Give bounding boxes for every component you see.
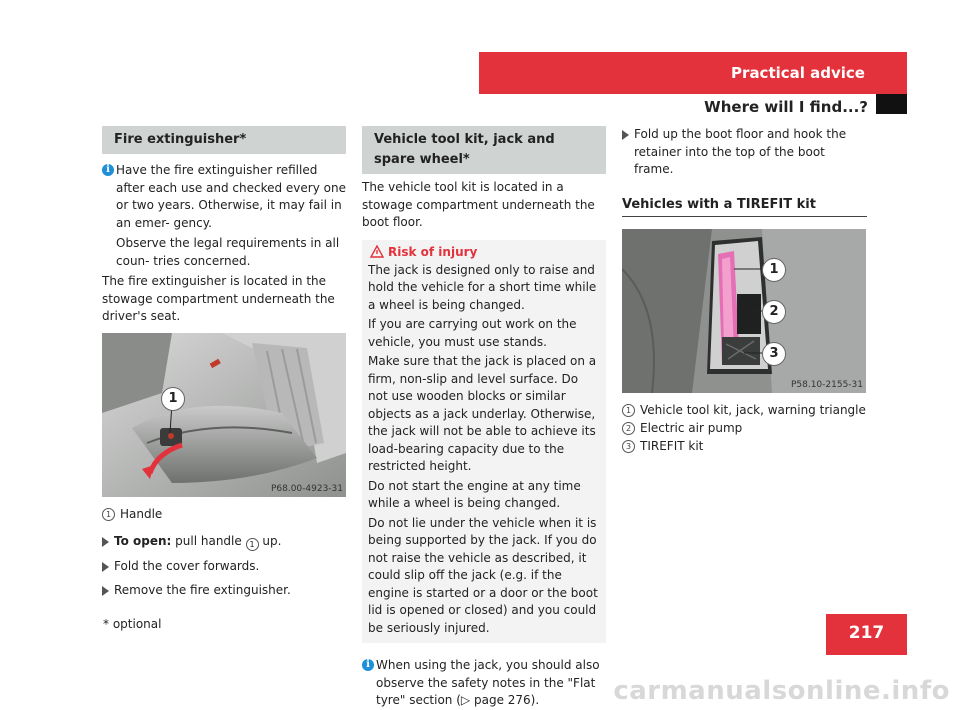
legend-label: Vehicle tool kit, jack, warning triangle [640, 402, 866, 417]
section-heading-fire: Fire extinguisher* [102, 126, 346, 154]
step-fold-text: Fold the cover forwards. [114, 558, 260, 573]
info-text-refill: Have the fire extinguisher refilled after each use and checked every one or two years. Otherwise, it may fail in an emer- gency. [116, 163, 346, 230]
legend-item [622, 437, 867, 455]
step-open-ref: 1 [246, 538, 259, 551]
warning-box [362, 240, 606, 644]
step-open-text [114, 533, 346, 551]
boot-illustration [622, 229, 866, 393]
step-fold-boot-floor [622, 126, 867, 179]
seat-photo [102, 333, 346, 497]
toolkit-section [362, 126, 606, 710]
callout-handle: 1 [161, 387, 185, 411]
step-remove-text: Remove the fire extinguisher. [114, 583, 291, 597]
toolkit-location-text: The vehicle tool kit is located in a stowage compartment underneath the boot floor. [362, 180, 595, 229]
arrow-icon [102, 562, 109, 572]
info-icon: i [362, 659, 374, 671]
step-open-text-a: pull handle [175, 533, 242, 548]
callout-tirefit: 3 [762, 342, 786, 366]
image-code: P68.00-4923-31 [270, 483, 343, 494]
warning-title [368, 243, 600, 261]
fire-location-text: The fire extinguisher is located in the stowage compartment underneath the driver's seat. [102, 274, 335, 323]
subheading-tirefit: Vehicles with a TIREFIT kit [622, 197, 867, 217]
header-tab-marker [876, 94, 907, 114]
step-open-text-b: up. [262, 533, 282, 548]
chapter-title: Practical advice [731, 64, 865, 82]
warning-title-text: Risk of injury [388, 244, 478, 259]
info-text-legal: Observe the legal requirements in all coun- tries concerned. [116, 236, 340, 268]
warning-para: If you are carrying out work on the vehicle, you must use stands. [368, 317, 577, 349]
page-subtitle: Where will I find...? [704, 98, 868, 116]
legend-number: 1 [102, 508, 115, 521]
legend-number: 2 [622, 422, 635, 435]
boot-photo [622, 229, 866, 393]
legend-item [622, 401, 867, 419]
step-remove [102, 582, 346, 600]
info-icon: i [102, 164, 114, 176]
warning-triangle-icon [370, 245, 384, 258]
step-open [102, 533, 346, 551]
watermark: carmanualsonline.info [613, 676, 950, 706]
fire-extinguisher-section [102, 126, 346, 600]
callout-air-pump: 2 [762, 300, 786, 324]
tirefit-section [622, 126, 867, 455]
arrow-icon [622, 130, 629, 140]
step-open-label: To open: [114, 533, 172, 548]
legend-item [622, 419, 867, 437]
footnote: * optional [103, 617, 162, 631]
info-jack-body: When using the jack, you should also observe the safety notes in the "Flat tyre" section ( [376, 658, 600, 707]
legend-list [622, 401, 867, 455]
page-ref-link[interactable]: page 276). [473, 693, 540, 707]
info-jack-text [376, 657, 606, 710]
page-ref-icon: ▷ [460, 693, 471, 707]
legend-label: Handle [120, 506, 163, 521]
warning-para: Make sure that the jack is placed on a firm, non-slip and level surface. Do not use wooden blocks or similar objects as a jack underlay. Otherwise, the jack will not be able to achieve its load-bearing capacity due to the restricted height. [368, 354, 597, 473]
step-fold-boot-text: Fold up the boot floor and hook the retainer into the top of the boot frame. [634, 127, 847, 176]
legend-number: 1 [622, 404, 635, 417]
warning-para: Do not start the engine at any time while a wheel is being changed. [368, 478, 581, 510]
warning-para: The jack is designed only to raise and hold the vehicle for a short time while a wheel is being changed. [368, 262, 597, 312]
arrow-icon [102, 586, 109, 596]
info-note-fire [102, 162, 346, 270]
page-number-box [826, 614, 907, 655]
arrow-icon [102, 537, 109, 547]
legend-number: 3 [622, 440, 635, 453]
legend-label: TIREFIT kit [640, 438, 704, 453]
seat-illustration [102, 333, 346, 497]
legend-label: Electric air pump [640, 420, 743, 435]
page-number: 217 [848, 623, 885, 643]
image-code: P58.10-2155-31 [790, 379, 863, 390]
info-note-jack [362, 657, 606, 710]
legend-item [102, 505, 346, 523]
chapter-banner [479, 52, 907, 94]
step-fold-cover [102, 558, 346, 576]
warning-para: Do not lie under the vehicle when it is being supported by the jack. If you do not raise the vehicle as described, it could slip off the jack (e.g. if the engine is started or a door or the boot lid is opened or closed) and you could be seriously injured. [368, 515, 598, 635]
callout-tool-kit: 1 [762, 258, 786, 282]
section-heading-toolkit: Vehicle tool kit, jack and spare wheel* [362, 126, 606, 174]
